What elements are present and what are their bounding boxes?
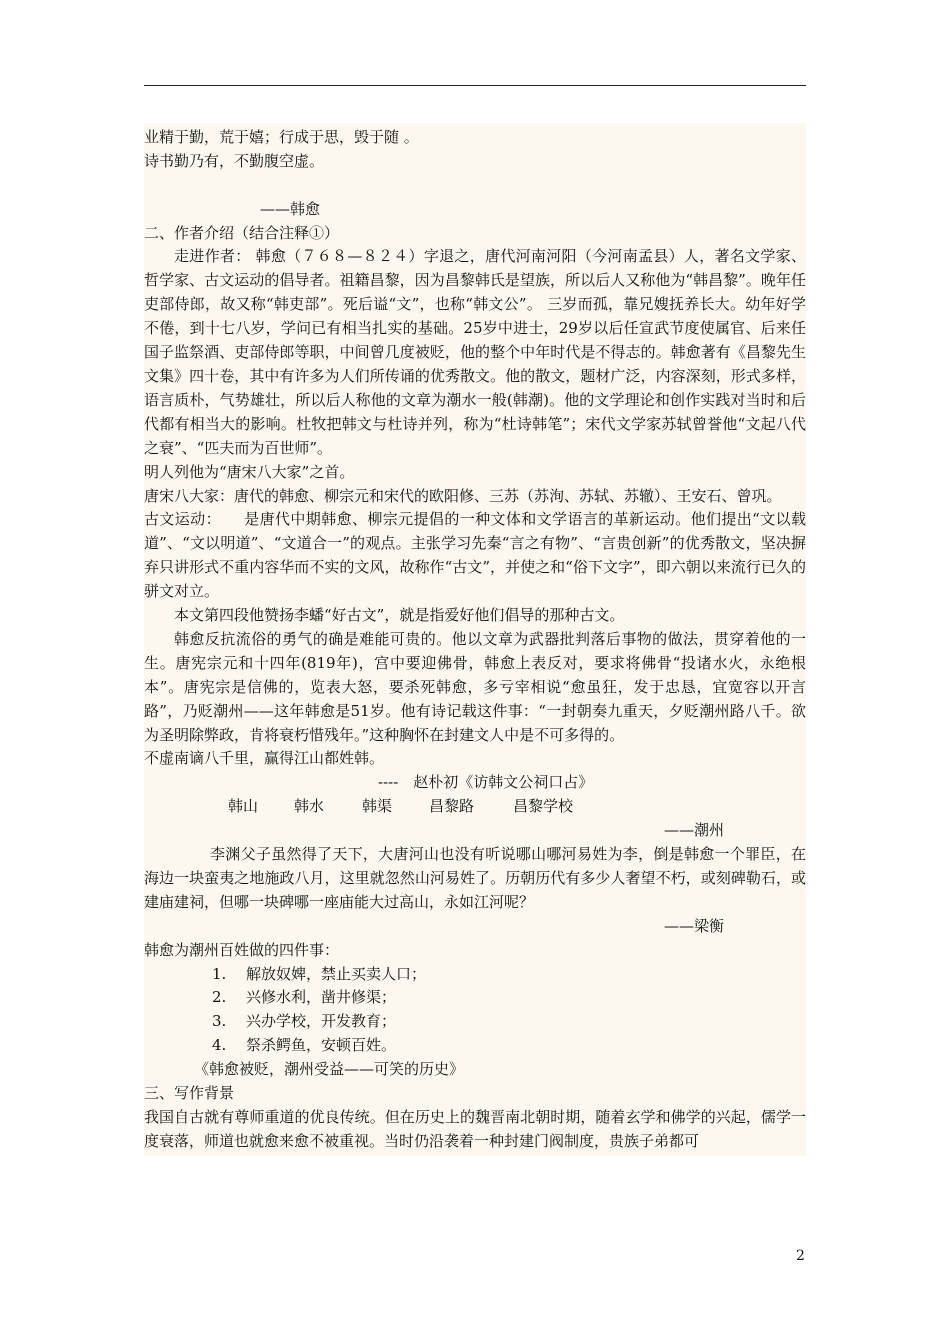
place-item: 韩山: [228, 797, 259, 816]
poem-line: 不虚南谪八千里，赢得江山都姓韩。: [144, 749, 385, 768]
list-item: 4. 祭杀鳄鱼，安顿百姓。: [212, 1036, 397, 1055]
document-body: [144, 123, 806, 1156]
list-item: 2. 兴修水利，凿井修渠；: [212, 988, 397, 1007]
poem-attribution: ---- 赵朴初《访韩文公祠口占》: [378, 773, 594, 792]
liang-quote-paragraph: 李渊父子虽然得了天下，大唐河山也没有听说哪山哪河易姓为李，倒是韩愈一个罪臣，在海边一块蛮夷之地施政八月，这里就忽然山河易姓了。历朝历代有多少人奢望不朽，或刻碑勒石，或建庙建祠，但哪一块碑哪一座庙能大过高山，永如江河呢？: [144, 845, 806, 911]
section-3-heading: 三、写作背景: [144, 1083, 235, 1102]
courage-paragraph: 韩愈反抗流俗的勇气的确是难能可贵的。他以文章为武器批判落后事物的做法，贯穿着他的一生。唐宪宗元和十四年(819年)，宫中要迎佛骨，韩愈上表反对，要求将佛骨“投诸水火，永绝根本”。唐宪宗是信佛的，览表大怒，要杀死韩愈，多亏宰相说“愈虽狂，发于忠恳，宜宽容以开言路”，乃贬潮州——这年韩愈是51岁。他有诗记载这件事：“一封朝奏九重天，夕贬潮州路八千。欲为圣明除弊政，肯将衰朽惜残年。”这种胸怀在封建文人中是不可多得的。: [144, 629, 806, 744]
book-title: 《韩愈被贬，潮州受益——可笑的历史》: [194, 1060, 465, 1079]
header-rule: [144, 85, 806, 86]
place-item: 韩渠: [362, 797, 393, 816]
places-attribution: ——潮州: [664, 821, 725, 840]
motto-attribution: ——韩愈: [260, 199, 321, 218]
four-things-list: [144, 963, 806, 1059]
eight-masters-paragraph: 唐宋八大家：唐代的韩愈、柳宗元和宋代的欧阳修、三苏（苏洵、苏轼、苏辙）、王安石、曾巩。: [144, 486, 782, 505]
list-item: 1. 解放奴婢，禁止买卖人口；: [212, 964, 427, 983]
four-things-heading: 韩愈为潮州百姓做的四件事：: [144, 940, 340, 959]
section-2-heading: 二、作者介绍（结合注释①）: [144, 223, 340, 242]
guwen-movement-paragraph: 古文运动： 是唐代中期韩愈、柳宗元提倡的一种文体和文学语言的革新运动。他们提出“文以载道”、“文以明道”、“文道合一”的观点。主张学习先秦“言之有物”、“言贵创新”的优秀散文，坚决摒弃只讲形式不重内容华而不实的文风，故称作“古文”，并使之和“俗下文字”，即六朝以来流行已久的骈文对立。: [144, 510, 806, 601]
motto-line-2: 诗书勤乃有，不勤腹空虚。: [144, 151, 325, 170]
author-bio-paragraph: 走进作者： 韩愈（７６８—８２４）字退之，唐代河南河阳（今河南孟县）人，著名文学家、哲学家、古文运动的倡导者。祖籍昌黎，因为昌黎韩氏是望族，所以后人又称他为“韩昌黎”。晚年任吏部侍郎，故又称“韩吏部”。死后谥“文”，也称“韩文公”。 三岁而孤，靠兄嫂抚养长大。幼年好学不倦，到十七八岁，学问已有相当扎实的基础。25岁中进士，29岁以后任宣武节度使属官、后来任国子监祭酒、吏部侍郎等职，中间曾几度被贬，他的整个中年时代是不得志的。韩愈著有《昌黎先生文集》四十卷，其中有许多为人们所传诵的优秀散文。他的散文，题材广泛，内容深刻，形式多样，语言质朴，气势雄壮，所以后人称他的文章为潮水一般(韩潮)。他的文学理论和创作实践对当时和后代都有相当大的影响。杜牧把韩文与杜诗并列，称为“杜诗韩笔”；宋代文学家苏轼曾誉他“文起八代之衰”、“匹夫而为百世师”。: [144, 247, 806, 457]
places-row: [144, 795, 806, 819]
list-item: 3. 兴办学校，开发教育；: [212, 1012, 397, 1031]
place-item: 昌黎学校: [513, 797, 574, 816]
blank-line: [144, 174, 806, 198]
eight-masters-note: 明人列他为“唐宋八大家”之首。: [144, 462, 355, 481]
place-item: 昌黎路: [429, 797, 475, 816]
liang-attribution: ——梁衡: [664, 916, 725, 935]
background-paragraph: 我国自古就有尊师重道的优良传统。但在历史上的魏晋南北朝时期，随着玄学和佛学的兴起，儒学一度衰落，师道也就愈来愈不被重视。当时仍沿袭着一种封建门阀制度，贵族子弟都可: [144, 1107, 806, 1150]
motto-line-1: 业精于勤，荒于嬉；行成于思，毁于随 。: [144, 128, 419, 146]
place-item: 韩水: [294, 797, 325, 816]
page-number: 2: [796, 1248, 805, 1264]
para4-note: 本文第四段他赞扬李蟠“好古文”，就是指爱好他们倡导的那种古文。: [174, 606, 625, 625]
